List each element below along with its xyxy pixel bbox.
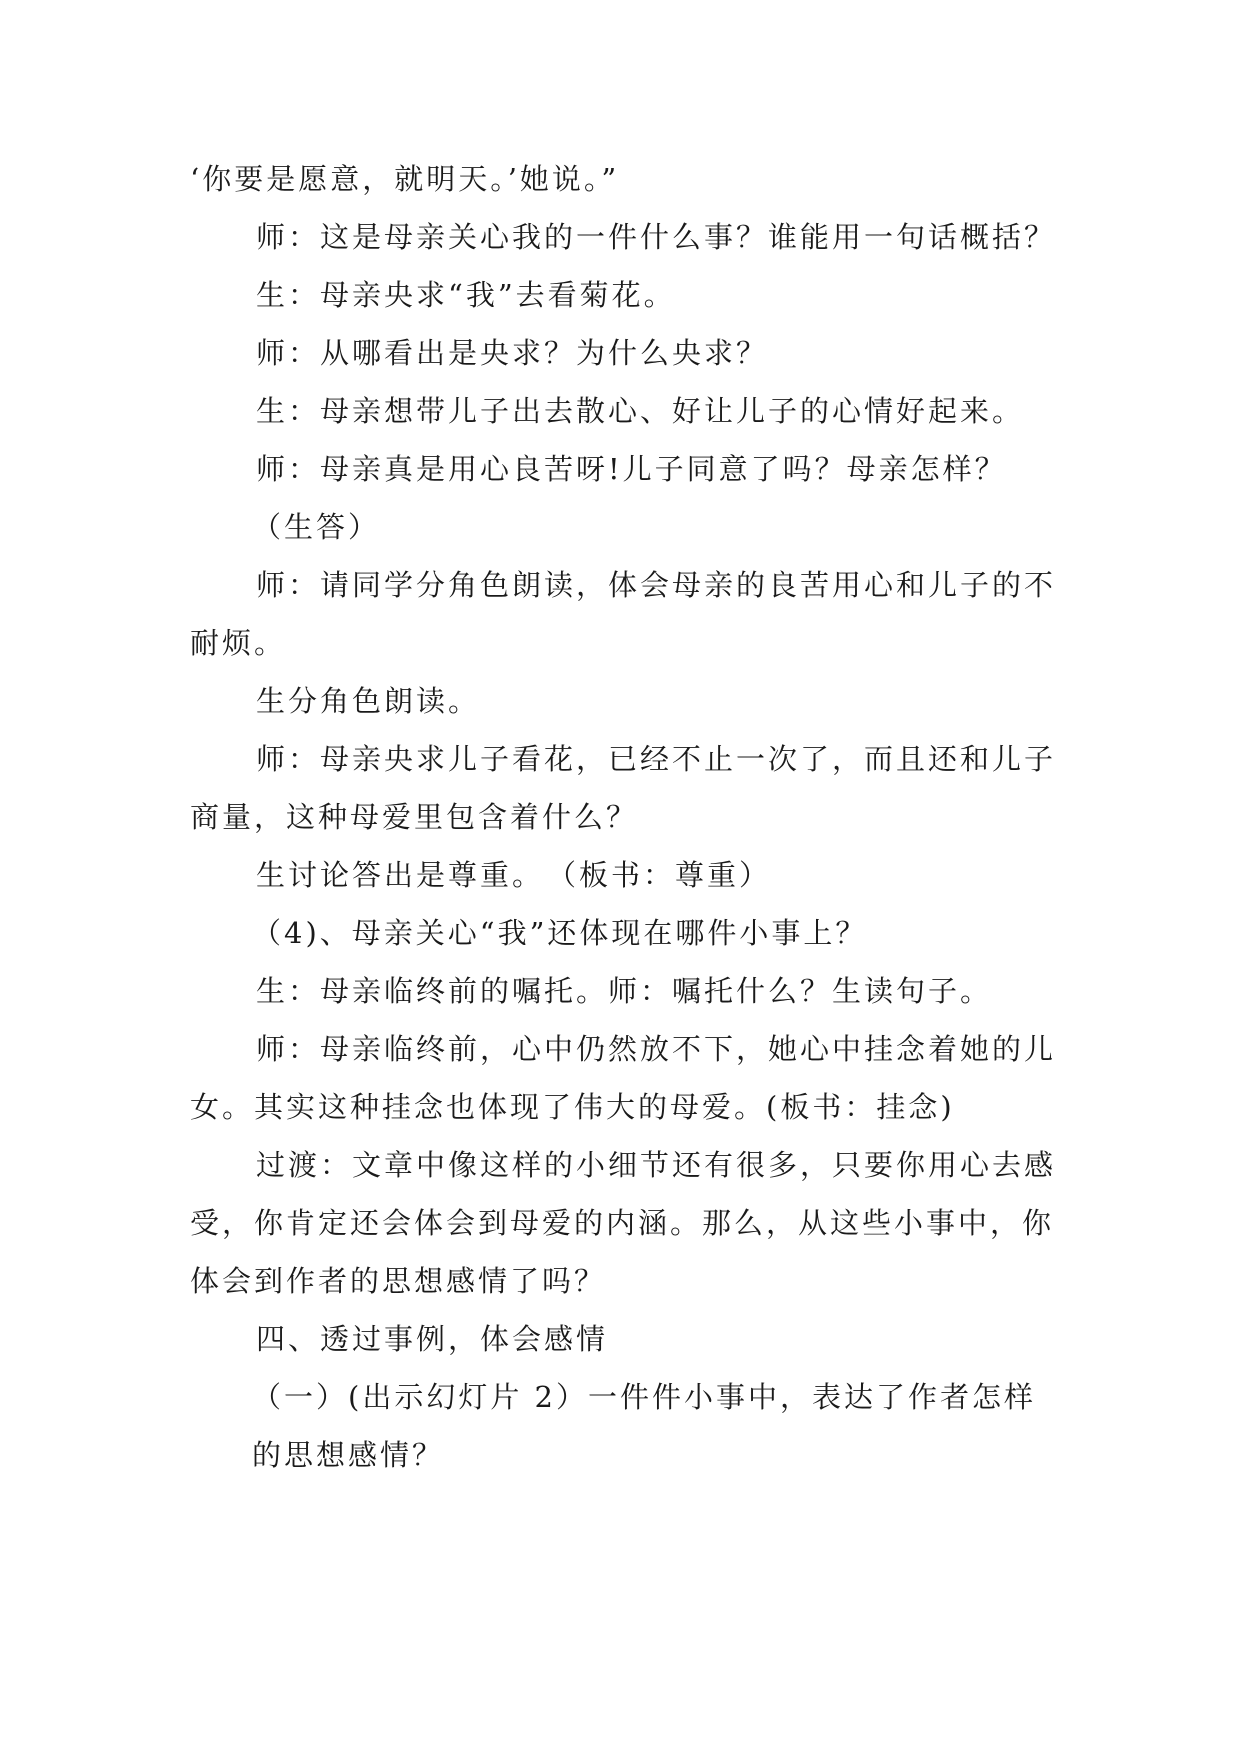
paragraph-student-discussion: 生讨论答出是尊重。 （板书：尊重） — [256, 858, 772, 892]
section-heading-4: 四、透过事例，体会感情 — [256, 1322, 609, 1356]
paragraph-teacher-question-1: 师：这是母亲关心我的一件什么事？谁能用一句话概括？ — [256, 220, 1057, 254]
paragraph-teacher-question-3: 师：母亲真是用心良苦呀!儿子同意了吗？母亲怎样？ — [256, 452, 1007, 486]
paragraph-slide-2-question: （一）(出示幻灯片 2）一件件小事中，表达了作者怎样的思想感情？ — [252, 1380, 1036, 1472]
paragraph-student-answer-2: 生：母亲想带儿子出去散心、好让儿子的心情好起来。 — [256, 394, 1025, 428]
paragraph-teacher-question-4: 师：母亲央求儿子看花，已经不止一次了，而且还和儿子商量，这种母爱里包含着什么？ — [190, 742, 1057, 834]
paragraph-teacher-remark: 师：母亲临终前，心中仍然放不下，她心中挂念着她的儿女。其实这种挂念也体现了伟大的母爱。(板书：挂念) — [190, 1032, 1057, 1124]
document-body — [190, 150, 1060, 1484]
paragraph-student-answer-3: 生：母亲临终前的嘱托。师：嘱托什么？生读句子。 — [256, 974, 993, 1008]
paragraph-student-answers: （生答） — [252, 510, 381, 544]
paragraph-transition: 过渡：文章中像这样的小细节还有很多，只要你用心去感受，你肯定还会体会到母爱的内涵。那么，从这些小事中，你体会到作者的思想感情了吗？ — [190, 1148, 1057, 1298]
paragraph-quote-end: ‘你要是愿意，就明天。’她说。” — [190, 162, 620, 196]
paragraph-teacher-role-reading: 师：请同学分角色朗读，体会母亲的良苦用心和儿子的不耐烦。 — [190, 568, 1057, 660]
paragraph-student-answer-1: 生：母亲央求“我”去看菊花。 — [256, 278, 676, 312]
paragraph-student-role-reading: 生分角色朗读。 — [256, 684, 481, 718]
paragraph-question-4: （4)、母亲关心“我”还体现在哪件小事上？ — [252, 916, 868, 950]
paragraph-teacher-question-2: 师：从哪看出是央求？为什么央求？ — [256, 336, 769, 370]
